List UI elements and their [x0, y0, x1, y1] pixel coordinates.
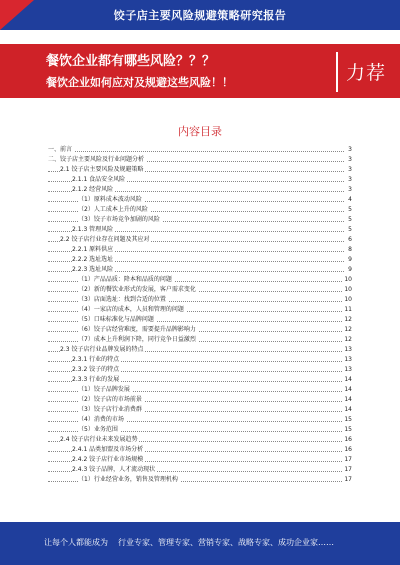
toc-page-number: 3 [348, 186, 352, 193]
toc-entry[interactable] [48, 195, 352, 205]
toc-entry[interactable] [48, 415, 352, 425]
toc-page-number: 10 [344, 276, 352, 283]
toc-entry-text: 2.1.2 经营风险 [72, 186, 114, 193]
toc-page-number: 17 [344, 456, 352, 463]
toc-entry-text: 2.2.2 选址选址 [72, 256, 114, 263]
toc-entry[interactable] [48, 325, 352, 335]
toc-entry-text: 2.2.3 选址风险 [72, 266, 114, 273]
toc-entry-text: （1）行业经营业务，销售及管理机构 [78, 476, 178, 483]
toc-page-number: 3 [348, 156, 352, 163]
toc-entry[interactable] [48, 155, 352, 165]
toc-entry-text: （1）饺子品牌发展 [78, 386, 130, 393]
toc-page-number: 4 [348, 196, 352, 203]
brand-stamp-text: 力荐 [346, 62, 387, 84]
toc-entry-text: （3）店面选址：找到合适的位置 [78, 296, 166, 303]
toc-page-number: 14 [344, 406, 352, 413]
toc-entry-text: 2.1 饺子店主要风险及规避策略 [60, 166, 144, 173]
toc-entry[interactable] [48, 265, 352, 275]
table-of-contents [48, 145, 352, 485]
toc-entry[interactable] [48, 215, 352, 225]
toc-page-number: 3 [348, 146, 352, 153]
toc-entry-text: （7）成本上升利润下降，同行竞争日益激烈 [78, 336, 196, 343]
toc-entry-text: 2.3 饺子店行业品牌发展的特点 [60, 346, 144, 353]
toc-entry[interactable] [48, 295, 352, 305]
toc-entry-text: （2）饺子店的市场前景 [78, 396, 142, 403]
report-title: 饺子店主要风险规避策略研究报告 [113, 9, 287, 22]
toc-entry[interactable] [48, 405, 352, 415]
toc-entry-text: 2.3.2 饺子的特点 [72, 366, 120, 373]
toc-entry[interactable] [48, 375, 352, 385]
toc-page-number: 12 [344, 326, 352, 333]
toc-page-number: 17 [344, 476, 352, 483]
toc-entry-text: （4）一家店的成本，人员和管理的问题 [78, 306, 184, 313]
toc-entry-text: 一、前言 [48, 146, 73, 153]
toc-entry[interactable] [48, 165, 352, 175]
toc-entry[interactable] [48, 315, 352, 325]
toc-entry-text: （3）饺子市场竞争加剧的风险 [78, 216, 160, 223]
toc-entry[interactable] [48, 235, 352, 245]
footer-bar [0, 522, 400, 565]
toc-entry-text: （5）口味标准化与品牌问题 [78, 316, 154, 323]
toc-page-number: 10 [344, 286, 352, 293]
toc-page-number: 10 [344, 296, 352, 303]
toc-entry[interactable] [48, 435, 352, 445]
footer-left-text: 让每个人都能成为 [44, 538, 108, 547]
toc-page-number: 13 [344, 356, 352, 363]
toc-page-number: 11 [344, 306, 352, 313]
toc-entry[interactable] [48, 355, 352, 365]
toc-entry[interactable] [48, 465, 352, 475]
toc-leader-dots [48, 151, 344, 152]
toc-page-number: 16 [344, 446, 352, 453]
toc-entry[interactable] [48, 305, 352, 315]
toc-entry[interactable] [48, 365, 352, 375]
toc-page-number: 9 [348, 266, 352, 273]
toc-entry[interactable] [48, 285, 352, 295]
toc-entry[interactable] [48, 185, 352, 195]
toc-entry-text: （6）饺子店经营难度，需要提升品牌影响力 [78, 326, 196, 333]
toc-entry[interactable] [48, 425, 352, 435]
toc-page-number: 3 [348, 166, 352, 173]
toc-page-number: 17 [344, 466, 352, 473]
toc-page-number: 5 [348, 226, 352, 233]
toc-entry-text: 2.1.3 管理风险 [72, 226, 114, 233]
toc-page-number: 5 [348, 206, 352, 213]
toc-page-number: 16 [344, 436, 352, 443]
toc-entry[interactable] [48, 395, 352, 405]
toc-entry-text: 2.2 饺子店行业存在问题及其应对 [60, 236, 150, 243]
toc-entry-text: （2）新的餐饮业形式的发展，客户需求变化 [78, 286, 196, 293]
toc-entry[interactable] [48, 475, 352, 485]
toc-page-number: 6 [348, 236, 352, 243]
toc-entry[interactable] [48, 275, 352, 285]
toc-page-number: 12 [344, 336, 352, 343]
toc-entry[interactable] [48, 445, 352, 455]
toc-page-number: 15 [344, 416, 352, 423]
toc-entry-text: （1）原料成本波动风险 [78, 196, 142, 203]
toc-entry-text: （3）饺子店行业消费群 [78, 406, 142, 413]
toc-page-number: 13 [344, 366, 352, 373]
toc-entry[interactable] [48, 345, 352, 355]
toc-entry-text: 2.4.2 饺子店行业市场规模 [72, 456, 144, 463]
toc-page-number: 14 [344, 386, 352, 393]
toc-page-number: 5 [348, 216, 352, 223]
toc-entry[interactable] [48, 255, 352, 265]
toc-entry-text: （5）业务范围 [78, 426, 118, 433]
toc-page-number: 3 [348, 176, 352, 183]
toc-entry[interactable] [48, 385, 352, 395]
toc-entry[interactable] [48, 225, 352, 235]
banner-question-2: 餐饮企业如何应对及规避这些风险！！ [46, 76, 233, 89]
toc-entry-text: 2.4.3 饺子品牌，人才流动现状 [72, 466, 156, 473]
toc-entry-text: （2）人工成本上升的风险 [78, 206, 148, 213]
toc-entry[interactable] [48, 175, 352, 185]
toc-page-number: 9 [348, 256, 352, 263]
toc-entry-text: 2.4 饺子店行业未来发展趋势 [60, 436, 138, 443]
toc-entry[interactable] [48, 245, 352, 255]
toc-entry-text: 2.3.1 行业的特点 [72, 356, 120, 363]
toc-entry-text: 2.1.1 食品安全风险 [72, 176, 126, 183]
toc-page-number: 14 [344, 396, 352, 403]
toc-entry[interactable] [48, 205, 352, 215]
toc-page-number: 15 [344, 426, 352, 433]
toc-entry-text: 2.4.1 品类加盟及市场分析 [72, 446, 144, 453]
toc-entry-text: 2.3.3 行业的发展 [72, 376, 120, 383]
toc-entry[interactable] [48, 335, 352, 345]
toc-entry-text: （4）消费的市场 [78, 416, 124, 423]
toc-page-number: 12 [344, 316, 352, 323]
toc-entry-text: 二、饺子店主要风险及行业问题分析 [48, 156, 145, 163]
toc-entry-text: （1）产品品质：降本和品质的问题 [78, 276, 172, 283]
toc-entry[interactable] [48, 455, 352, 465]
toc-page-number: 14 [344, 376, 352, 383]
brand-stamp [336, 52, 400, 92]
toc-page-number: 8 [348, 246, 352, 253]
toc-entry[interactable] [48, 145, 352, 155]
header-bar [0, 0, 400, 30]
toc-page-number: 13 [344, 346, 352, 353]
footer-right-text: 行业专家、管理专家、营销专家、战略专家、成功企业家…… [118, 538, 334, 547]
toc-title: 内容目录 [178, 125, 222, 138]
toc-entry-text: 2.2.1 原料供应 [72, 246, 114, 253]
banner-question-1: 餐饮企业都有哪些风险？？？ [46, 54, 216, 69]
